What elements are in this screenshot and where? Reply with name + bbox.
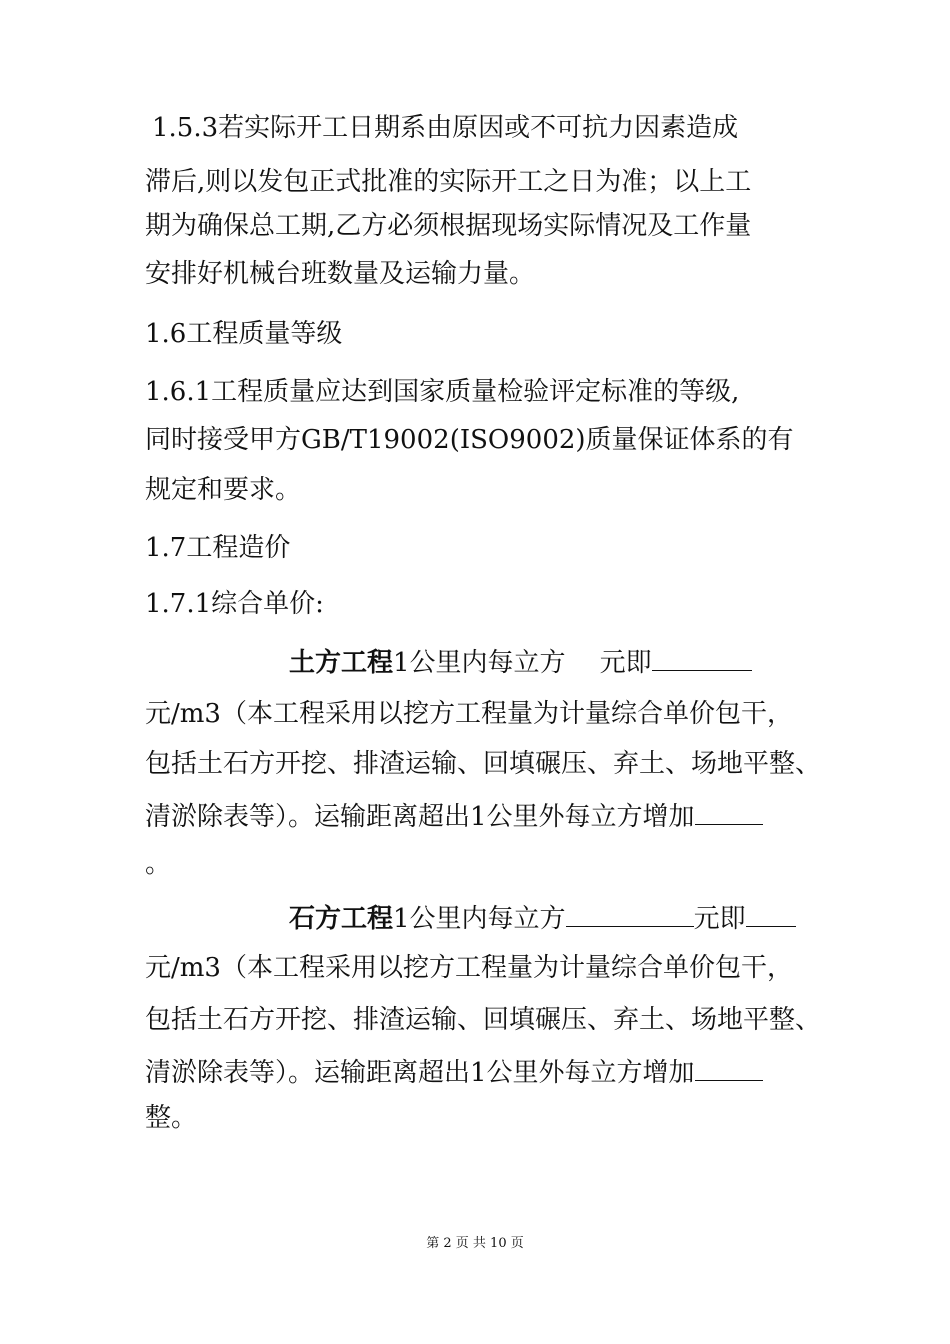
earthwork-price-blank[interactable] [652,644,752,671]
rockwork-line-1 [289,900,796,935]
para-1-6-1-line-1: 1.6.1工程质量应达到国家质量检验评定标准的等级, [145,377,740,407]
earthwork-line-5: 。 [145,849,172,879]
page-number-footer: 第 2 页 共 10 页 [426,1236,524,1251]
para-1-5-3-line-2: 滞后,则以发包正式批准的实际开工之日为准；以上工 [145,167,752,197]
heading-1-6: 1.6工程质量等级 [145,319,343,349]
para-1-5-3-line-3: 期为确保总工期,乙方必须根据现场实际情况及工作量 [145,211,752,241]
earthwork-extra-blank[interactable] [695,798,763,825]
rockwork-extra-blank[interactable] [695,1054,763,1081]
para-1-6-1-line-3: 规定和要求。 [145,475,302,505]
para-1-6-1-line-2: 同时接受甲方GB/T19002(ISO9002)质量保证体系的有 [145,425,794,455]
rockwork-line-5: 整。 [145,1103,198,1133]
earthwork-line-2: 元/m3（本工程采用以挖方工程量为计量综合单价包干， [145,699,793,729]
heading-1-7-1: 1.7.1综合单价: [145,589,324,619]
rockwork-distance-text: 清淤除表等）。运输距离超出1公里外每立方增加 [145,1058,695,1088]
heading-1-7: 1.7工程造价 [145,533,291,563]
earthwork-line-4 [145,798,763,833]
rockwork-price-label: 元即 [693,904,746,934]
rockwork-line-4 [145,1054,763,1089]
rockwork-unit-blank[interactable] [566,900,694,927]
rockwork-line-3: 包括土石方开挖、排渣运输、回填碾压、弃土、场地平整、 [145,1005,822,1035]
earthwork-title: 土方工程 [289,648,394,678]
earthwork-price-label: 元即 [599,648,652,678]
earthwork-line-1 [289,644,752,679]
para-1-5-3-line-1: 1.5.3若实际开工日期系由原因或不可抗力因素造成 [152,113,739,143]
earthwork-distance-text: 清淤除表等）。运输距离超出1公里外每立方增加 [145,802,695,832]
earthwork-line-3: 包括土石方开挖、排渣运输、回填碾压、弃土、场地平整、 [145,749,822,779]
earthwork-unit-label: 1公里内每立方 [393,648,566,678]
rockwork-title: 石方工程 [289,904,394,934]
rockwork-unit-label: 1公里内每立方 [393,904,566,934]
rockwork-price-blank[interactable] [746,900,796,927]
rockwork-line-2: 元/m3（本工程采用以挖方工程量为计量综合单价包干， [145,953,793,983]
para-1-5-3-line-4: 安排好机械台班数量及运输力量。 [145,259,536,289]
